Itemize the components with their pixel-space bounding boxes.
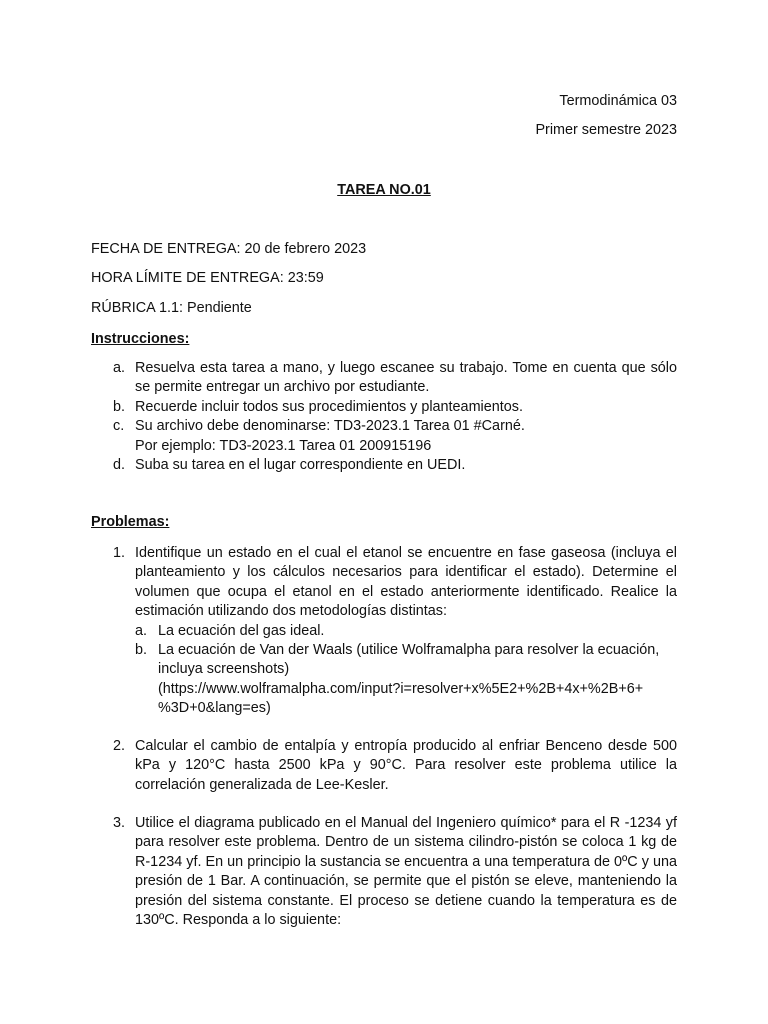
instructions-heading: Instrucciones: [91, 331, 190, 347]
list-item-text: Suba su tarea en el lugar correspondiente en UEDI. [135, 457, 466, 474]
problem-3 [91, 814, 677, 930]
sub-item [91, 622, 677, 641]
wolfram-link-line-1[interactable]: (https://www.wolframalpha.com/input?i=resolver+x%5E2+%2B+4x+%2B+6+ [158, 680, 644, 697]
due-time: HORA LÍMITE DE ENTREGA: 23:59 [91, 270, 324, 286]
list-item [91, 814, 677, 930]
rubric: RÚBRICA 1.1: Pendiente [91, 300, 252, 316]
list-marker: d. [113, 457, 126, 474]
sub-item-text: La ecuación de Van der Waals (utilice Wolframalpha para resolver la ecuación, incluya screenshots) [158, 642, 660, 678]
problem-text: Utilice el diagrama publicado en el Manual del Ingeniero químico* para el R -1234 yf para resolver este problema. Dentro de un sistema cilindro-pistón se coloca 1 kg de R-1234 yf. En un principio la sustancia se encuentra a una temperatura de 0ºC y una presión de 1 Bar. A continuación, se permite que el pistón se eleve, manteniendo la presión del sistema constante. El proceso se detiene cuando la temperatura es de 130ºC. Responda a lo siguiente: [135, 815, 677, 929]
sub-marker: b. [135, 642, 148, 659]
semester: Primer semestre 2023 [535, 122, 677, 138]
list-item [91, 359, 677, 398]
list-marker: a. [113, 360, 126, 376]
list-marker: b. [113, 398, 126, 415]
problem-text: Identifique un estado en el cual el etanol se encuentre en fase gaseosa (incluya el planteamiento y los cálculos necesarios para identificar el estado). Determine el volumen que ocupa el etanol en el estado anteriormente identificado. Realice la estimación utilizando dos metodologías distintas: [135, 545, 677, 620]
list-item-text: Su archivo debe denominarse: TD3-2023.1 Tarea 01 #Carné. [135, 418, 525, 435]
course-name: Termodinámica 03 [559, 93, 677, 109]
list-item-text: Recuerde incluir todos sus procedimientos y planteamientos. [135, 398, 523, 415]
list-item-text: Resuelva esta tarea a mano, y luego escanee su trabajo. Tome en cuenta que sólo se permite entregar un archivo por estudiante. [135, 360, 677, 396]
list-item [91, 398, 677, 417]
assignment-title: TAREA NO.01 [337, 182, 431, 198]
due-date: FECHA DE ENTREGA: 20 de febrero 2023 [91, 241, 367, 257]
list-item-example: Por ejemplo: TD3-2023.1 Tarea 01 200915196 [135, 437, 432, 454]
problem-1 [91, 544, 677, 719]
problems-heading: Problemas: [91, 514, 170, 530]
list-item [91, 544, 677, 622]
sub-item-text: La ecuación del gas ideal. [158, 622, 325, 639]
problem-2 [91, 737, 677, 795]
sub-item [91, 641, 677, 719]
problem-text: Calcular el cambio de entalpía y entropía producido al enfriar Benceno desde 500 kPa y 120°C hasta 2500 kPa y 90°C. Para resolver este problema utilice la correlación generalizada de Lee-Kesler. [135, 738, 677, 793]
instructions-list [91, 359, 677, 475]
list-item [91, 737, 677, 795]
list-marker: 3. [113, 815, 126, 831]
list-marker: 2. [113, 738, 126, 754]
list-marker: 1. [113, 545, 126, 561]
sub-marker: a. [135, 622, 148, 639]
list-item [91, 456, 677, 475]
wolfram-link-line-2[interactable]: %3D+0&lang=es) [158, 700, 271, 717]
list-marker: c. [113, 418, 125, 435]
list-item [91, 417, 677, 456]
